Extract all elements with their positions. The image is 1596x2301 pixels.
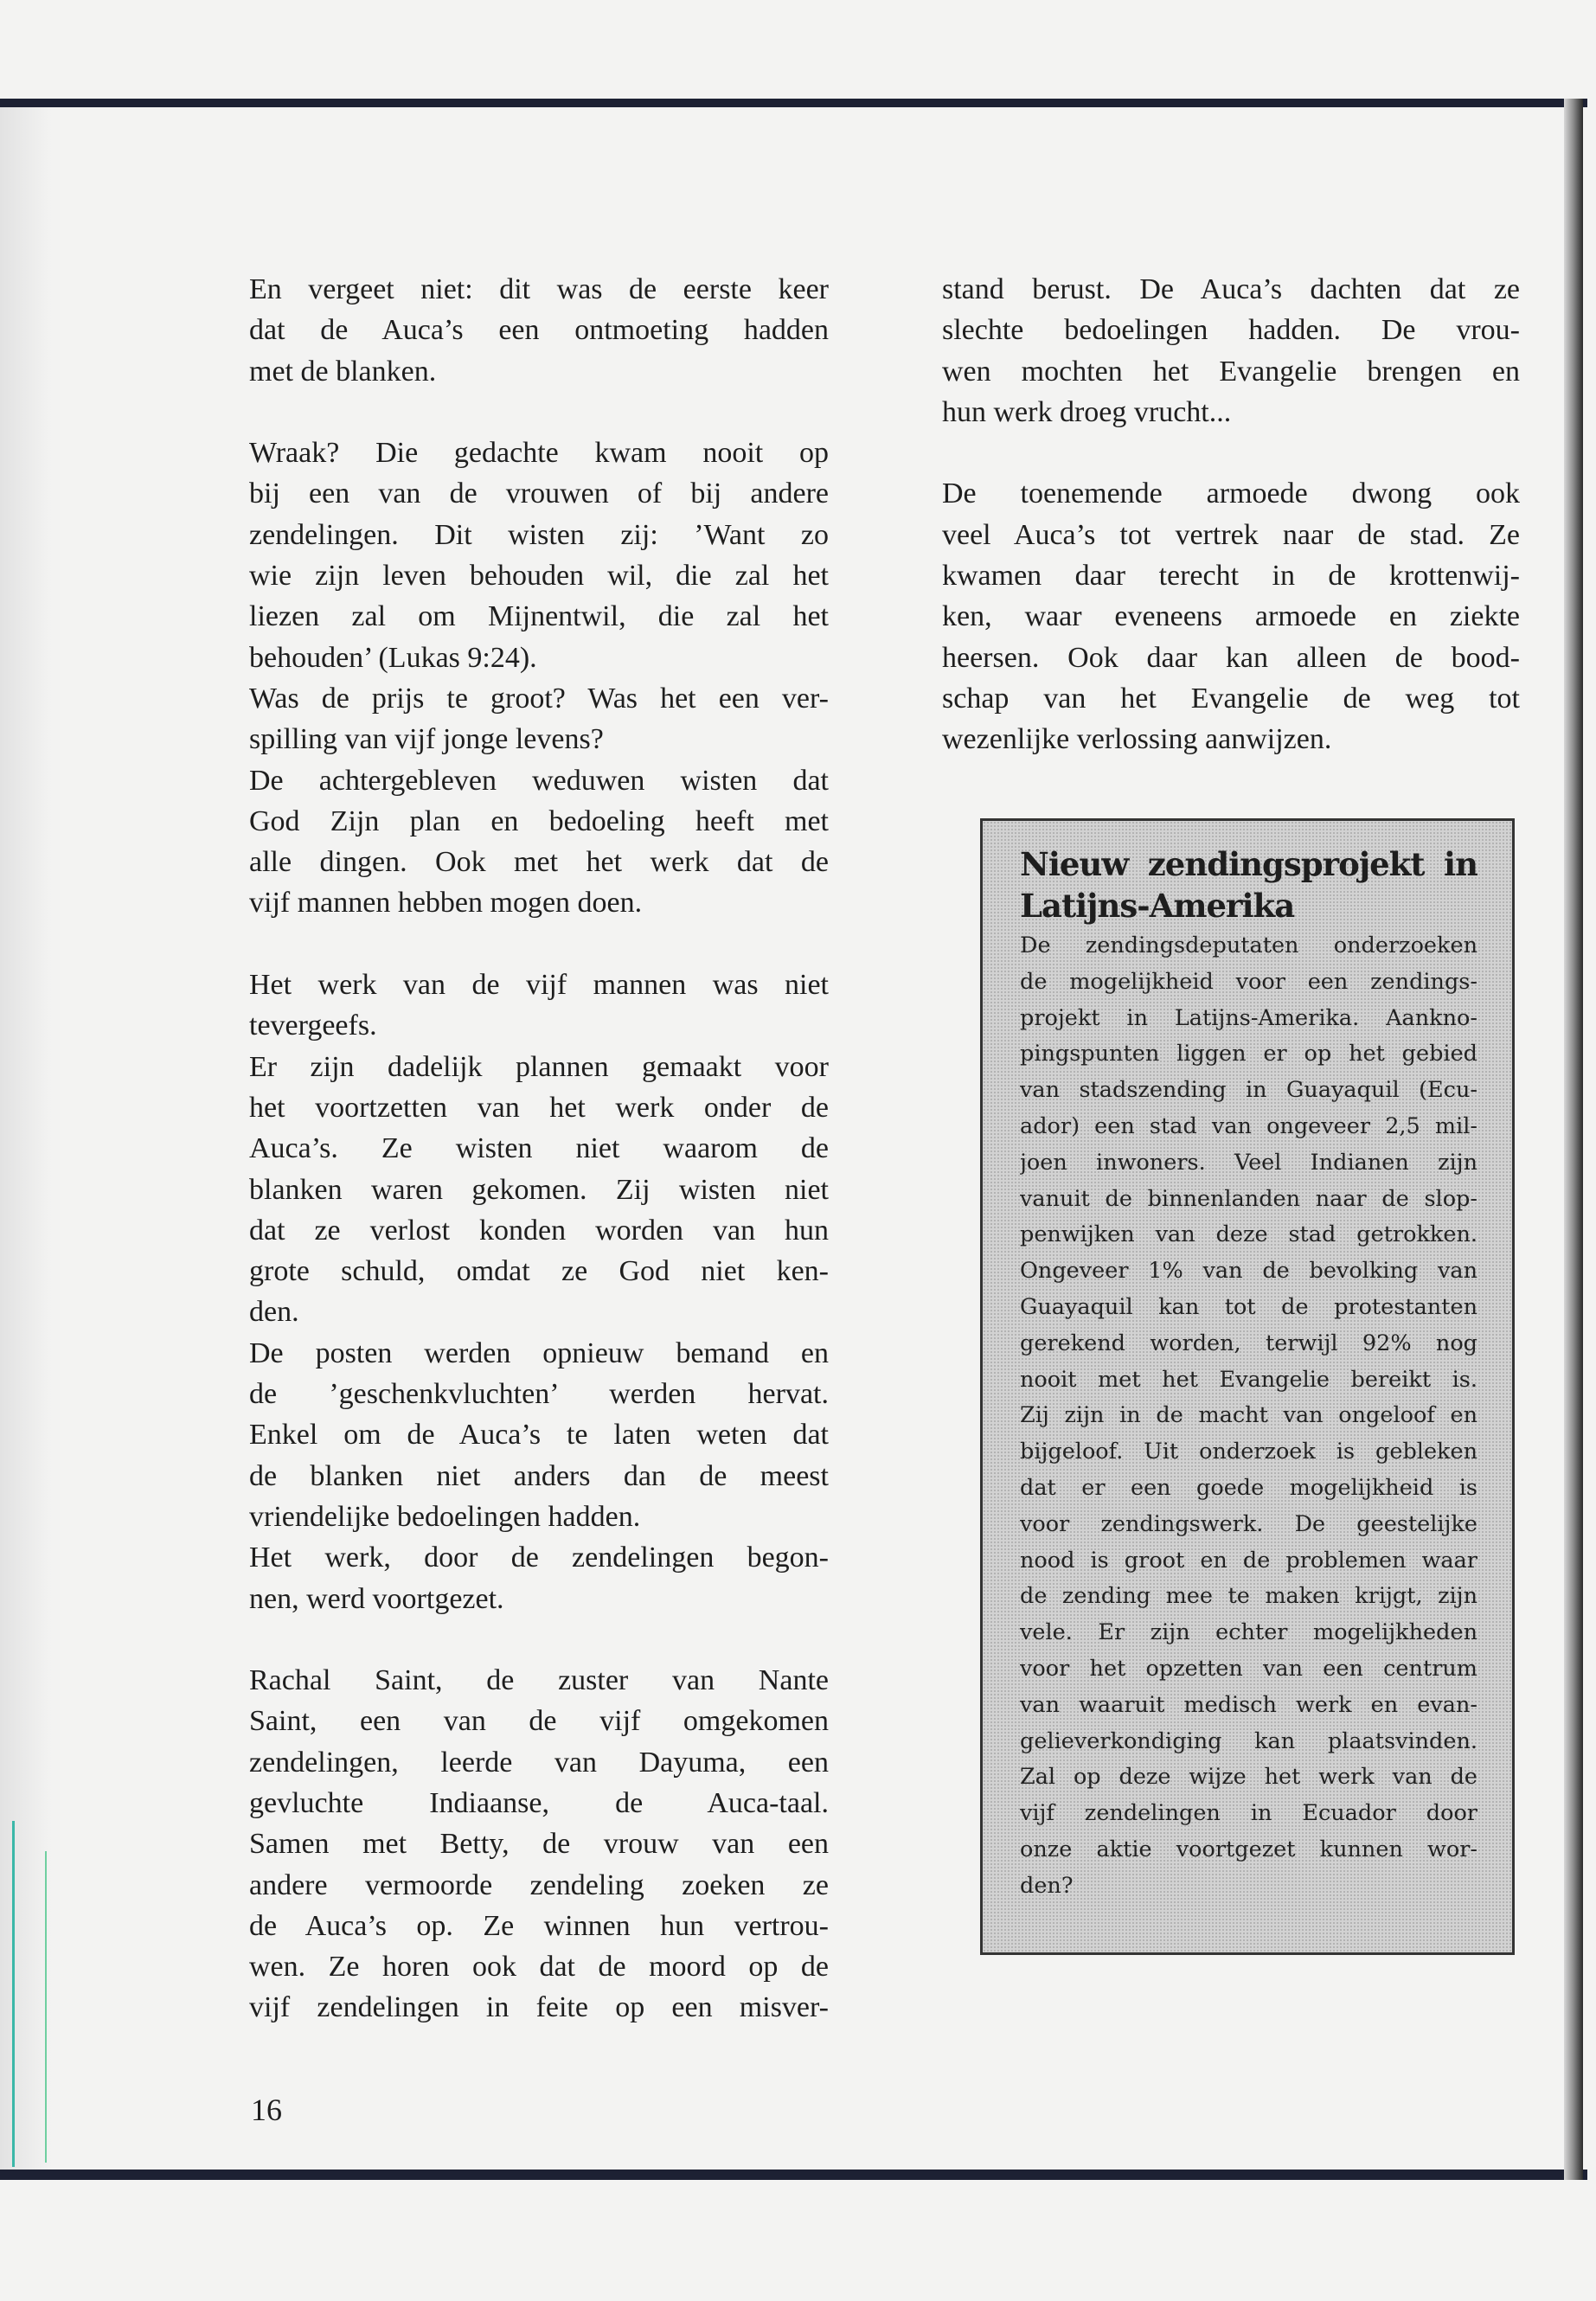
box-body-line: gerekend worden, terwijl 92% nog xyxy=(1020,1330,1477,1356)
text-line: Het werk, door de zendelingen begon- xyxy=(249,1541,829,1574)
box-body-line: penwijken van deze stad getrokken. xyxy=(1020,1221,1477,1248)
box-body-line: vijf zendelingen in Ecuador door xyxy=(1020,1800,1477,1827)
sidebar-box-title xyxy=(1020,844,1477,926)
page-gutter-shadow xyxy=(0,107,52,2170)
box-title-line: Nieuw zendingsprojekt in xyxy=(1020,845,1477,883)
text-line: grote schuld, omdat ze God niet ken- xyxy=(249,1255,829,1288)
paragraph-gap xyxy=(249,1619,829,1660)
bottom-border-bar xyxy=(0,2170,1587,2180)
page-edge xyxy=(1564,99,1583,2180)
text-line: Was de prijs te groot? Was het een ver- xyxy=(249,682,829,715)
text-line: slechte bedoelingen hadden. De vrou- xyxy=(942,314,1520,347)
text-line: dat ze verlost konden worden van hun xyxy=(249,1214,829,1247)
text-line: dat de Auca’s een ontmoeting hadden xyxy=(249,314,829,347)
text-line: God Zijn plan en bedoeling heeft met xyxy=(249,804,829,837)
left-text-column xyxy=(249,269,829,2029)
text-line: schap van het Evangelie de weg tot xyxy=(942,682,1520,715)
scan-edge-mark xyxy=(45,1851,47,2163)
text-line: Wraak? Die gedachte kwam nooit op xyxy=(249,437,829,470)
top-border-bar xyxy=(0,99,1587,107)
text-line: spilling van vijf jonge levens? xyxy=(249,723,604,756)
text-line: hun werk droeg vrucht... xyxy=(942,395,1232,428)
text-line: Saint, een van de vijf omgekomen xyxy=(249,1705,829,1738)
text-line: wen. Ze horen ook dat de moord op de xyxy=(249,1951,829,1984)
box-body-line: voor zendingswerk. De geestelijke xyxy=(1020,1510,1477,1537)
text-line: de ’geschenkvluchten’ werden hervat. xyxy=(249,1378,829,1411)
box-body-line: van stadszending in Guayaquil (Ecu- xyxy=(1020,1077,1477,1104)
box-body-line: ador) een stad van ongeveer 2,5 mil- xyxy=(1020,1112,1477,1139)
box-body-line: vele. Er zijn echter mogelijkheden xyxy=(1020,1619,1477,1646)
page-number: 16 xyxy=(251,2093,282,2127)
box-body-line: de zending mee te maken krijgt, zijn xyxy=(1020,1583,1477,1610)
text-line: zendelingen. Dit wisten zij: ’Want zo xyxy=(249,518,829,551)
text-line: veel Auca’s tot vertrek naar de stad. Ze xyxy=(942,518,1520,551)
paragraph-gap xyxy=(249,392,829,433)
text-line: het voortzetten van het werk onder de xyxy=(249,1091,829,1124)
box-body-line: gelieverkondiging kan plaatsvinden. xyxy=(1020,1727,1477,1754)
text-line: De posten werden opnieuw bemand en xyxy=(249,1336,829,1369)
box-body-line: bijgeloof. Uit onderzoek is gebleken xyxy=(1020,1439,1477,1465)
text-line: de Auca’s op. Ze winnen hun vertrou- xyxy=(249,1909,829,1942)
text-line: den. xyxy=(249,1296,299,1329)
text-line: tevergeefs. xyxy=(249,1009,377,1042)
text-line: Rachal Saint, de zuster van Nante xyxy=(249,1664,829,1697)
box-body-line: joen inwoners. Veel Indianen zijn xyxy=(1020,1149,1477,1176)
text-line: De achtergebleven weduwen wisten dat xyxy=(249,764,829,797)
text-line: liezen zal om Mijnentwil, die zal het xyxy=(249,600,829,633)
box-title-line: Latijns-Amerika xyxy=(1020,886,1295,925)
box-body-line: De zendingsdeputaten onderzoeken xyxy=(1020,933,1477,958)
box-body-line: projekt in Latijns-Amerika. Aankno- xyxy=(1020,1004,1477,1031)
text-line: En vergeet niet: dit was de eerste keer xyxy=(249,273,829,305)
text-line: bij een van de vrouwen of bij andere xyxy=(249,478,829,510)
box-body-line: voor het opzetten van een centrum xyxy=(1020,1655,1477,1682)
box-body-line: den? xyxy=(1020,1872,1074,1899)
text-line: Het werk van de vijf mannen was niet xyxy=(249,969,829,1002)
text-line: De toenemende armoede dwong ook xyxy=(942,478,1520,510)
sidebar-box-body xyxy=(1020,928,1477,1905)
text-line: vijf zendelingen in feite op een misver- xyxy=(249,1991,829,2024)
text-line: wie zijn leven behouden wil, die zal het xyxy=(249,560,829,593)
text-line: stand berust. De Auca’s dachten dat ze xyxy=(942,273,1520,305)
text-line: kwamen daar terecht in de krottenwij- xyxy=(942,560,1520,593)
text-line: blanken waren gekomen. Zij wisten niet xyxy=(249,1173,829,1206)
box-body-line: dat er een goede mogelijkheid is xyxy=(1020,1474,1477,1501)
text-line: behouden’ (Lukas 9:24). xyxy=(249,641,537,674)
scan-edge-mark xyxy=(12,1821,15,2167)
text-line: heersen. Ook daar kan alleen de bood- xyxy=(942,641,1520,674)
text-line: wezenlijke verlossing aanwijzen. xyxy=(942,723,1332,756)
text-line: alle dingen. Ook met het werk dat de xyxy=(249,846,829,879)
box-body-line: van waaruit medisch werk en evan- xyxy=(1020,1691,1477,1718)
text-line: vijf mannen hebben mogen doen. xyxy=(249,887,643,920)
box-body-line: Guayaquil kan tot de protestanten xyxy=(1020,1293,1477,1320)
paragraph-gap xyxy=(249,924,829,965)
text-line: ken, waar eveneens armoede en ziekte xyxy=(942,600,1520,633)
text-line: wen mochten het Evangelie brengen en xyxy=(942,355,1520,388)
box-body-line: vanuit de binnenlanden naar de slop- xyxy=(1020,1185,1477,1212)
box-body-line: nooit met het Evangelie bereikt is. xyxy=(1020,1366,1477,1393)
box-body-line: Ongeveer 1% van de bevolking van xyxy=(1020,1258,1477,1285)
text-line: met de blanken. xyxy=(249,355,437,388)
box-body-line: de mogelijkheid voor een zendings- xyxy=(1020,968,1477,995)
box-body-line: Zal op deze wijze het werk van de xyxy=(1020,1764,1477,1791)
text-line: nen, werd voortgezet. xyxy=(249,1582,504,1615)
paragraph-gap xyxy=(942,433,1520,473)
text-line: andere vermoorde zendeling zoeken ze xyxy=(249,1868,829,1901)
text-line: Samen met Betty, de vrouw van een xyxy=(249,1828,829,1861)
text-line: de blanken niet anders dan de meest xyxy=(249,1459,829,1492)
right-text-column xyxy=(942,269,1520,760)
text-line: Er zijn dadelijk plannen gemaakt voor xyxy=(249,1050,829,1083)
text-line: Auca’s. Ze wisten niet waarom de xyxy=(249,1132,829,1165)
box-body-line: onze aktie voortgezet kunnen wor- xyxy=(1020,1836,1477,1862)
box-body-line: nood is groot en de problemen waar xyxy=(1020,1547,1477,1574)
text-line: gevluchte Indiaanse, de Auca-taal. xyxy=(249,1786,829,1819)
box-body-line: Zij zijn in de macht van ongeloof en xyxy=(1020,1402,1477,1429)
text-line: vriendelijke bedoelingen hadden. xyxy=(249,1500,641,1533)
text-line: zendelingen, leerde van Dayuma, een xyxy=(249,1746,829,1779)
box-body-line: pingspunten liggen er op het gebied xyxy=(1020,1041,1477,1067)
text-line: Enkel om de Auca’s te laten weten dat xyxy=(249,1419,829,1452)
